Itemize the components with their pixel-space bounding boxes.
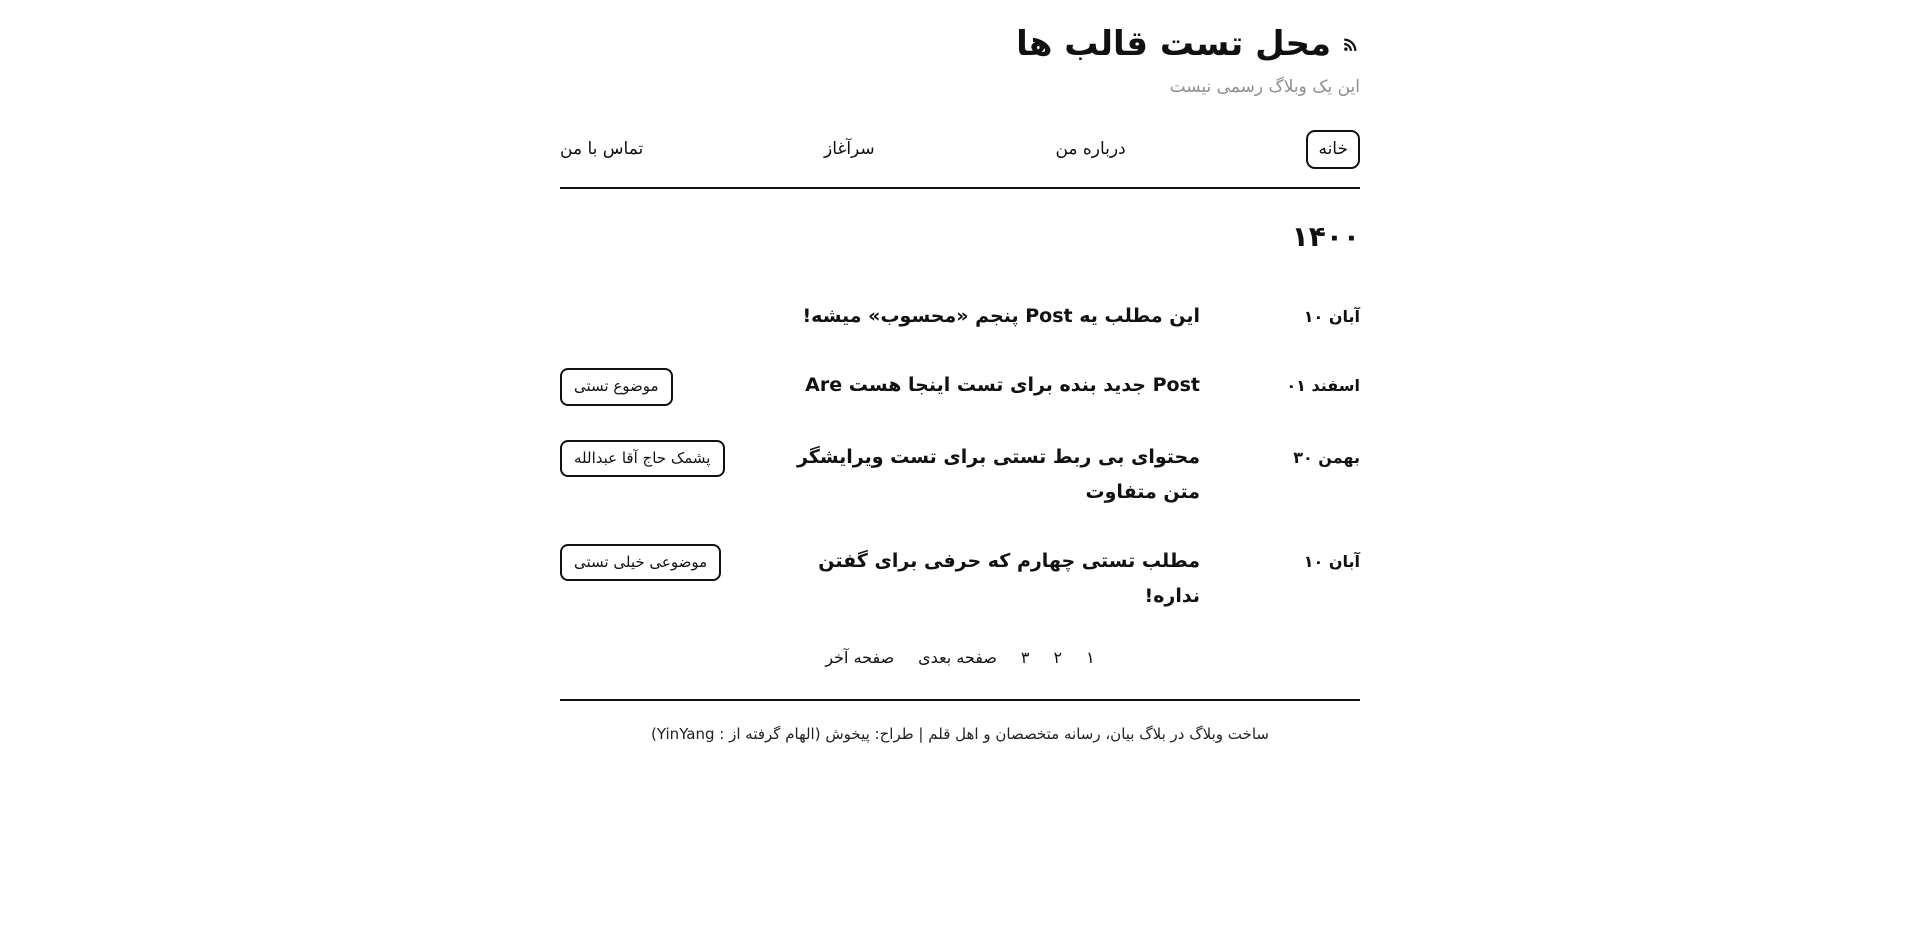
- post-tag-button[interactable]: پشمک حاج آقا عبدالله: [560, 440, 725, 478]
- post-tag-cell: [560, 440, 760, 478]
- nav-item-about[interactable]: درباره من: [1055, 139, 1126, 159]
- post-tag-button[interactable]: موضوع تستی: [560, 368, 673, 406]
- post-title-link[interactable]: مطلب تستی چهارم که حرفی برای گفتن نداره!: [818, 549, 1200, 608]
- post-row: [560, 368, 1360, 406]
- title-row: [560, 24, 1360, 64]
- post-row: [560, 440, 1360, 510]
- footer-divider: [560, 699, 1360, 701]
- post-tag-cell: [560, 368, 760, 406]
- last-page-link[interactable]: صفحه آخر: [825, 648, 895, 668]
- post-title: [790, 440, 1200, 510]
- page-link-2[interactable]: ۲: [1053, 648, 1063, 668]
- post-title-link[interactable]: این مطلب یه Post پنجم «محسوب» میشه!: [802, 305, 1200, 327]
- post-title-link[interactable]: Post جدید بنده برای تست اینجا هست Are: [805, 374, 1200, 397]
- post-row: [560, 544, 1360, 614]
- post-title: [790, 299, 1200, 334]
- pagination: [560, 648, 1360, 667]
- page-link-1[interactable]: ۱: [1086, 648, 1095, 668]
- post-archive: [560, 220, 1360, 667]
- post-row: [560, 299, 1360, 334]
- footer-text: ساخت وبلاگ در بلاگ بیان، رسانه متخصصان و اهل قلم | طراح: پیخوش (الهام گرفته از : YinYang): [651, 725, 1269, 744]
- post-tag-cell: [560, 544, 760, 582]
- rss-icon[interactable]: [1341, 35, 1360, 54]
- nav-item-start[interactable]: سرآغاز: [824, 139, 875, 159]
- post-title: [790, 544, 1200, 614]
- blog-footer: [560, 725, 1360, 743]
- next-page-link[interactable]: صفحه بعدی: [918, 648, 997, 668]
- blog-title[interactable]: محل تست قالب ها: [1016, 24, 1331, 64]
- post-date: ۳۰ بهمن: [1293, 447, 1360, 467]
- blog-subtitle: این یک وبلاگ رسمی نیست: [1169, 77, 1360, 97]
- post-title: [790, 368, 1200, 403]
- page-container: [560, 0, 1360, 743]
- post-date: ۱۰ آبان: [1303, 551, 1360, 571]
- post-tag-button[interactable]: موضوعی خیلی تستی: [560, 544, 721, 582]
- post-date: ۱۰ آبان: [1303, 307, 1360, 326]
- nav-item-home[interactable]: خانه: [1306, 130, 1360, 169]
- year-heading: ۱۴۰۰: [1291, 220, 1360, 253]
- nav-item-contact[interactable]: تماس با من: [560, 139, 644, 159]
- nav-divider: [560, 187, 1360, 189]
- post-title-link[interactable]: محتوای بی ربط تستی برای تست ویرایشگر متن متفاوت: [796, 445, 1200, 503]
- blog-header: [560, 24, 1360, 97]
- post-date: ۰۱ اسفند: [1286, 376, 1360, 396]
- page-link-3[interactable]: ۳: [1020, 648, 1030, 668]
- main-nav: [560, 130, 1360, 169]
